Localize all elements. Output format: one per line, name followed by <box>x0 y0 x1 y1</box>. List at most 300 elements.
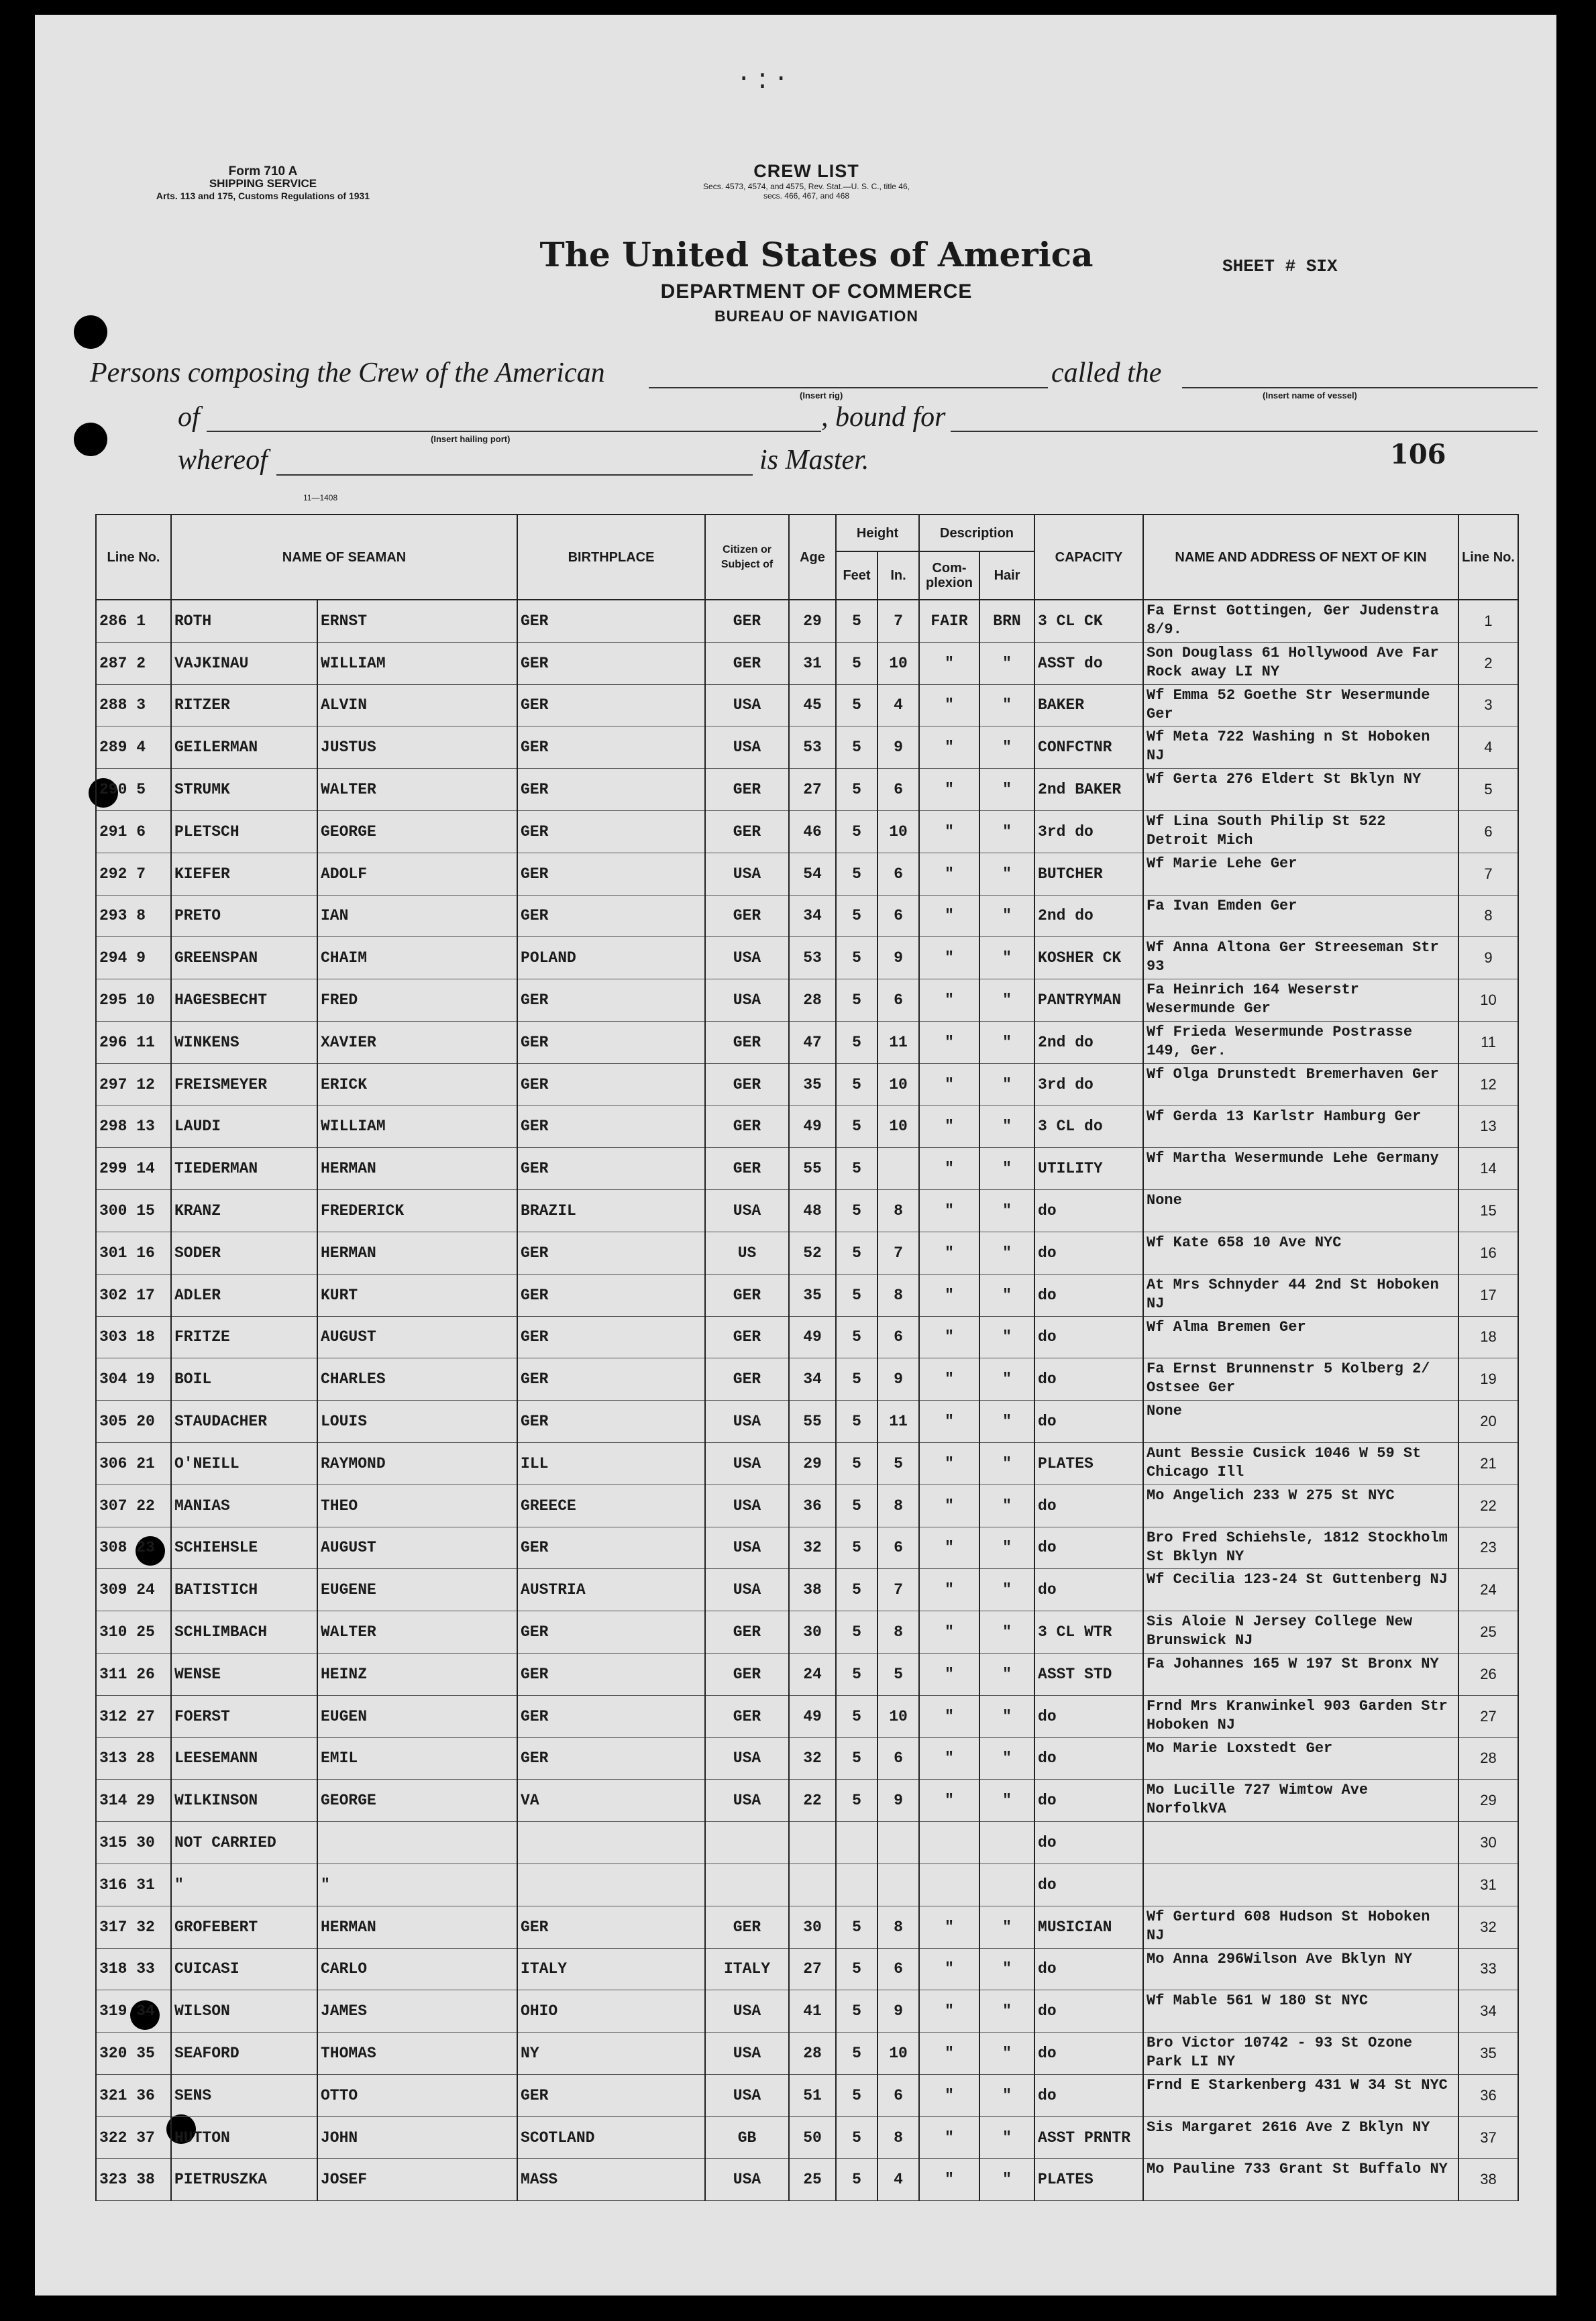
capacity: BAKER <box>1034 684 1143 726</box>
given-name: RAYMOND <box>317 1442 517 1485</box>
height-inches: 9 <box>877 937 919 979</box>
surname: O'NEILL <box>171 1442 317 1485</box>
age: 25 <box>789 2159 836 2201</box>
table-row <box>96 1148 1518 1190</box>
citizenship: USA <box>705 1527 789 1569</box>
height-inches: 9 <box>877 726 919 769</box>
surname: CUICASI <box>171 1948 317 1990</box>
next-of-kin: None <box>1143 1190 1458 1232</box>
surname: LAUDI <box>171 1105 317 1148</box>
surname: BATISTICH <box>171 1569 317 1611</box>
line-number-right: 35 <box>1458 2033 1518 2075</box>
col-age: Age <box>789 515 836 600</box>
citizenship: GER <box>705 810 789 853</box>
line-number-right: 11 <box>1458 1021 1518 1063</box>
next-of-kin: Fa Ernst Gottingen, Ger Judenstra 8/9. <box>1143 600 1458 642</box>
binder-hole <box>74 423 107 456</box>
line-number-right: 38 <box>1458 2159 1518 2201</box>
complexion: " <box>919 2159 979 2201</box>
hair: " <box>979 1990 1034 2033</box>
birthplace: GER <box>517 1695 705 1737</box>
next-of-kin: Mo Lucille 727 Wimtow Ave NorfolkVA <box>1143 1780 1458 1822</box>
citizenship: GER <box>705 1653 789 1695</box>
next-of-kin: Sis Aloie N Jersey College New Brunswick NJ <box>1143 1611 1458 1654</box>
next-of-kin: Frnd E Starkenberg 431 W 34 St NYC <box>1143 2074 1458 2116</box>
height-feet: 5 <box>836 1569 877 1611</box>
line-number-right: 1 <box>1458 600 1518 642</box>
surname: KRANZ <box>171 1190 317 1232</box>
table-row <box>96 2074 1518 2116</box>
height-inches: 10 <box>877 1695 919 1737</box>
capacity: 2nd BAKER <box>1034 769 1143 811</box>
capacity: do <box>1034 1401 1143 1443</box>
surname: LEESEMANN <box>171 1737 317 1780</box>
height-inches: 9 <box>877 1780 919 1822</box>
hair: " <box>979 1232 1034 1274</box>
hair: " <box>979 1442 1034 1485</box>
surname: SEAFORD <box>171 2033 317 2075</box>
citizenship: USA <box>705 2074 789 2116</box>
line-number-right: 7 <box>1458 853 1518 895</box>
age: 31 <box>789 642 836 684</box>
given-name: AUGUST <box>317 1527 517 1569</box>
height-feet: 5 <box>836 1442 877 1485</box>
citizenship: GER <box>705 600 789 642</box>
table-row <box>96 1948 1518 1990</box>
capacity: do <box>1034 1190 1143 1232</box>
table-row <box>96 2159 1518 2201</box>
height-feet: 5 <box>836 1105 877 1148</box>
table-row <box>96 895 1518 937</box>
given-name: AUGUST <box>317 1316 517 1358</box>
complexion: " <box>919 642 979 684</box>
given-name: JAMES <box>317 1990 517 2033</box>
given-name: KURT <box>317 1274 517 1316</box>
line-number: 290 5 <box>96 769 171 811</box>
capacity: do <box>1034 1822 1143 1864</box>
given-name: JUSTUS <box>317 726 517 769</box>
height-inches: 6 <box>877 2074 919 2116</box>
line-number: 296 11 <box>96 1021 171 1063</box>
given-name: HERMAN <box>317 1906 517 1948</box>
height-feet: 5 <box>836 2159 877 2201</box>
capacity: MUSICIAN <box>1034 1906 1143 1948</box>
birthplace: GER <box>517 1611 705 1654</box>
birthplace: GER <box>517 642 705 684</box>
line-number: 288 3 <box>96 684 171 726</box>
hair: " <box>979 1653 1034 1695</box>
surname: NOT CARRIED <box>171 1822 317 1864</box>
given-name: WILLIAM <box>317 1105 517 1148</box>
line-number-right: 25 <box>1458 1611 1518 1654</box>
line-number: 311 26 <box>96 1653 171 1695</box>
capacity: do <box>1034 1569 1143 1611</box>
hair: " <box>979 1105 1034 1148</box>
line-number-right: 2 <box>1458 642 1518 684</box>
next-of-kin <box>1143 1864 1458 1906</box>
birthplace: GER <box>517 810 705 853</box>
birthplace: GER <box>517 1906 705 1948</box>
crew-list-sheet <box>35 15 1556 2296</box>
height-feet: 5 <box>836 2116 877 2159</box>
given-name: FREDERICK <box>317 1190 517 1232</box>
hair <box>979 1822 1034 1864</box>
complexion: " <box>919 1021 979 1063</box>
table-row <box>96 1990 1518 2033</box>
next-of-kin: Fa Heinrich 164 Weserstr Wesermunde Ger <box>1143 979 1458 1022</box>
line-number: 292 7 <box>96 853 171 895</box>
height-feet: 5 <box>836 726 877 769</box>
capacity: do <box>1034 1316 1143 1358</box>
age: 46 <box>789 810 836 853</box>
hair: " <box>979 979 1034 1022</box>
line-number: 299 14 <box>96 1148 171 1190</box>
citizenship: USA <box>705 1401 789 1443</box>
capacity: do <box>1034 1695 1143 1737</box>
hair: BRN <box>979 600 1034 642</box>
height-feet: 5 <box>836 1990 877 2033</box>
next-of-kin: At Mrs Schnyder 44 2nd St Hoboken NJ <box>1143 1274 1458 1316</box>
table-row <box>96 1695 1518 1737</box>
capacity: do <box>1034 1527 1143 1569</box>
complexion: " <box>919 1780 979 1822</box>
line-number: 323 38 <box>96 2159 171 2201</box>
height-feet <box>836 1864 877 1906</box>
next-of-kin: Wf Meta 722 Washing n St Hoboken NJ <box>1143 726 1458 769</box>
line-number: 300 15 <box>96 1190 171 1232</box>
line-number: 289 4 <box>96 726 171 769</box>
called-label: called the <box>1051 358 1162 388</box>
citizenship: USA <box>705 1737 789 1780</box>
line-number-right: 9 <box>1458 937 1518 979</box>
age: 45 <box>789 684 836 726</box>
age: 53 <box>789 726 836 769</box>
age: 32 <box>789 1737 836 1780</box>
capacity: do <box>1034 1737 1143 1780</box>
complexion: " <box>919 726 979 769</box>
hair: " <box>979 1527 1034 1569</box>
age: 48 <box>789 1190 836 1232</box>
surname: SCHLIMBACH <box>171 1611 317 1654</box>
citizenship: GER <box>705 1316 789 1358</box>
surname: HUTTON <box>171 2116 317 2159</box>
height-feet: 5 <box>836 1737 877 1780</box>
height-inches: 5 <box>877 1442 919 1485</box>
given-name: ERNST <box>317 600 517 642</box>
age: 30 <box>789 1611 836 1654</box>
citizenship: GER <box>705 1695 789 1737</box>
height-feet: 5 <box>836 2074 877 2116</box>
hair: " <box>979 2074 1034 2116</box>
height-feet: 5 <box>836 1358 877 1401</box>
line-number-right: 31 <box>1458 1864 1518 1906</box>
height-inches: 6 <box>877 853 919 895</box>
surname: KIEFER <box>171 853 317 895</box>
birthplace: GER <box>517 1232 705 1274</box>
line-number: 304 19 <box>96 1358 171 1401</box>
birthplace: ILL <box>517 1442 705 1485</box>
surname: RITZER <box>171 684 317 726</box>
height-inches: 8 <box>877 1611 919 1654</box>
height-inches: 7 <box>877 1569 919 1611</box>
hair: " <box>979 2033 1034 2075</box>
given-name: WALTER <box>317 769 517 811</box>
line-number: 319 34 <box>96 1990 171 2033</box>
height-feet: 5 <box>836 810 877 853</box>
line-number: 301 16 <box>96 1232 171 1274</box>
complexion: " <box>919 1401 979 1443</box>
citizenship: GER <box>705 1274 789 1316</box>
capacity: do <box>1034 1990 1143 2033</box>
line-number-right: 29 <box>1458 1780 1518 1822</box>
height-feet: 5 <box>836 1316 877 1358</box>
hair: " <box>979 1569 1034 1611</box>
line-number-right: 5 <box>1458 769 1518 811</box>
table-row <box>96 937 1518 979</box>
citizenship: USA <box>705 1780 789 1822</box>
line-number-right: 8 <box>1458 895 1518 937</box>
hair: " <box>979 1695 1034 1737</box>
capacity: do <box>1034 1485 1143 1527</box>
form-code: 11—1408 <box>303 493 338 502</box>
capacity: do <box>1034 1780 1143 1822</box>
next-of-kin: Sis Margaret 2616 Ave Z Bklyn NY <box>1143 2116 1458 2159</box>
birthplace: POLAND <box>517 937 705 979</box>
complexion: " <box>919 769 979 811</box>
line-number-right: 26 <box>1458 1653 1518 1695</box>
birthplace: NY <box>517 2033 705 2075</box>
age: 41 <box>789 1990 836 2033</box>
age: 55 <box>789 1148 836 1190</box>
next-of-kin: Wf Olga Drunstedt Bremerhaven Ger <box>1143 1063 1458 1105</box>
rig-line <box>649 387 1048 388</box>
given-name: EMIL <box>317 1737 517 1780</box>
given-name: HEINZ <box>317 1653 517 1695</box>
complexion: " <box>919 1948 979 1990</box>
age: 32 <box>789 1527 836 1569</box>
table-row <box>96 2116 1518 2159</box>
surname: FREISMEYER <box>171 1063 317 1105</box>
hair: " <box>979 1190 1034 1232</box>
line-number-right: 21 <box>1458 1442 1518 1485</box>
citizenship: GER <box>705 1021 789 1063</box>
line-number: 314 29 <box>96 1780 171 1822</box>
col-citizen: Citizen or Subject of <box>705 515 789 600</box>
table-row <box>96 1780 1518 1822</box>
complexion: " <box>919 2074 979 2116</box>
line-number: 305 20 <box>96 1401 171 1443</box>
age: 28 <box>789 2033 836 2075</box>
height-inches: 4 <box>877 684 919 726</box>
height-inches: 6 <box>877 895 919 937</box>
line-number: 294 9 <box>96 937 171 979</box>
citizenship: USA <box>705 937 789 979</box>
capacity: 3rd do <box>1034 1063 1143 1105</box>
age: 27 <box>789 1948 836 1990</box>
complexion: " <box>919 1906 979 1948</box>
height-inches: 7 <box>877 600 919 642</box>
country-heading: The United States of America <box>539 235 1094 274</box>
crew-list-title: CREW LIST Secs. 4573, 4574, and 4575, Rev. Stat.—U. S. C., title 46, secs. 466, 467, and 468 <box>703 161 910 201</box>
complexion: FAIR <box>919 600 979 642</box>
complexion: " <box>919 1358 979 1401</box>
table-row <box>96 1822 1518 1864</box>
height-feet <box>836 1822 877 1864</box>
line-number: 306 21 <box>96 1442 171 1485</box>
age: 34 <box>789 1358 836 1401</box>
next-of-kin: Son Douglass 61 Hollywood Ave Far Rock away LI NY <box>1143 642 1458 684</box>
line-number: 298 13 <box>96 1105 171 1148</box>
line-number: 293 8 <box>96 895 171 937</box>
hair: " <box>979 1021 1034 1063</box>
citizenship: US <box>705 1232 789 1274</box>
height-inches <box>877 1822 919 1864</box>
hair: " <box>979 937 1034 979</box>
line-number-right: 24 <box>1458 1569 1518 1611</box>
complexion: " <box>919 853 979 895</box>
citizenship: ITALY <box>705 1948 789 1990</box>
height-feet: 5 <box>836 1485 877 1527</box>
table-row <box>96 1190 1518 1232</box>
port-hint: (Insert hailing port) <box>431 434 511 444</box>
citizenship: USA <box>705 979 789 1022</box>
next-of-kin: Mo Angelich 233 W 275 St NYC <box>1143 1485 1458 1527</box>
whereof-label: whereof <box>178 445 268 476</box>
next-of-kin: Wf Frieda Wesermunde Postrasse 149, Ger. <box>1143 1021 1458 1063</box>
age: 34 <box>789 895 836 937</box>
line-number-right: 20 <box>1458 1401 1518 1443</box>
table-row <box>96 1274 1518 1316</box>
vessel-hint: (Insert name of vessel) <box>1263 390 1357 400</box>
age: 35 <box>789 1063 836 1105</box>
next-of-kin: Fa Ernst Brunnenstr 5 Kolberg 2/ Ostsee Ger <box>1143 1358 1458 1401</box>
table-row <box>96 726 1518 769</box>
height-feet: 5 <box>836 1148 877 1190</box>
capacity: do <box>1034 1864 1143 1906</box>
citizenship: GER <box>705 895 789 937</box>
next-of-kin: None <box>1143 1401 1458 1443</box>
height-inches: 7 <box>877 1232 919 1274</box>
capacity: KOSHER CK <box>1034 937 1143 979</box>
table-row <box>96 1316 1518 1358</box>
hair: " <box>979 1737 1034 1780</box>
line-number: 321 36 <box>96 2074 171 2116</box>
surname: WILKINSON <box>171 1780 317 1822</box>
age: 49 <box>789 1695 836 1737</box>
complexion: " <box>919 810 979 853</box>
rig-hint: (Insert rig) <box>800 390 843 400</box>
citizenship: USA <box>705 684 789 726</box>
citizenship <box>705 1864 789 1906</box>
height-inches: 9 <box>877 1358 919 1401</box>
complexion: " <box>919 1653 979 1695</box>
hair: " <box>979 810 1034 853</box>
line-number: 315 30 <box>96 1822 171 1864</box>
given-name: ERICK <box>317 1063 517 1105</box>
height-feet: 5 <box>836 600 877 642</box>
height-feet: 5 <box>836 1906 877 1948</box>
next-of-kin: Wf Cecilia 123-24 St Guttenberg NJ <box>1143 1569 1458 1611</box>
next-of-kin: Wf Marie Lehe Ger <box>1143 853 1458 895</box>
height-feet: 5 <box>836 1695 877 1737</box>
age: 36 <box>789 1485 836 1527</box>
table-row <box>96 600 1518 642</box>
height-inches: 11 <box>877 1401 919 1443</box>
birthplace: GER <box>517 1401 705 1443</box>
birthplace: GER <box>517 1063 705 1105</box>
line-number-right: 17 <box>1458 1274 1518 1316</box>
height-inches: 6 <box>877 1527 919 1569</box>
surname: BOIL <box>171 1358 317 1401</box>
table-row <box>96 1063 1518 1105</box>
height-inches: 6 <box>877 769 919 811</box>
capacity: ASST STD <box>1034 1653 1143 1695</box>
height-inches: 8 <box>877 2116 919 2159</box>
next-of-kin: Wf Mable 561 W 180 St NYC <box>1143 1990 1458 2033</box>
surname: HAGESBECHT <box>171 979 317 1022</box>
height-feet: 5 <box>836 642 877 684</box>
citizenship: USA <box>705 1442 789 1485</box>
table-row <box>96 1021 1518 1063</box>
hair: " <box>979 1948 1034 1990</box>
age: 22 <box>789 1780 836 1822</box>
hair: " <box>979 895 1034 937</box>
col-description: Description <box>919 515 1034 551</box>
col-height: Height <box>836 515 919 551</box>
citizenship: GER <box>705 1063 789 1105</box>
height-inches: 4 <box>877 2159 919 2201</box>
given-name: WILLIAM <box>317 642 517 684</box>
line-number: 312 27 <box>96 1695 171 1737</box>
age: 55 <box>789 1401 836 1443</box>
surname: FRITZE <box>171 1316 317 1358</box>
age: 54 <box>789 853 836 895</box>
height-feet: 5 <box>836 1190 877 1232</box>
table-row <box>96 1442 1518 1485</box>
given-name: IAN <box>317 895 517 937</box>
col-capacity: CAPACITY <box>1034 515 1143 600</box>
table-row <box>96 1401 1518 1443</box>
age: 27 <box>789 769 836 811</box>
capacity: do <box>1034 1358 1143 1401</box>
height-feet: 5 <box>836 895 877 937</box>
hair: " <box>979 769 1034 811</box>
surname: PIETRUSZKA <box>171 2159 317 2201</box>
next-of-kin: Wf Alma Bremen Ger <box>1143 1316 1458 1358</box>
given-name: EUGENE <box>317 1569 517 1611</box>
capacity: PLATES <box>1034 1442 1143 1485</box>
height-feet: 5 <box>836 1021 877 1063</box>
bound-label: , bound for <box>821 402 946 433</box>
given-name <box>317 1822 517 1864</box>
line-number: 309 24 <box>96 1569 171 1611</box>
line-number: 322 37 <box>96 2116 171 2159</box>
birthplace: GER <box>517 1274 705 1316</box>
line-number: 303 18 <box>96 1316 171 1358</box>
birthplace <box>517 1864 705 1906</box>
age: 24 <box>789 1653 836 1695</box>
age: 47 <box>789 1021 836 1063</box>
given-name: CHARLES <box>317 1358 517 1401</box>
table-row <box>96 1485 1518 1527</box>
hair: " <box>979 684 1034 726</box>
table-row <box>96 1232 1518 1274</box>
given-name: HERMAN <box>317 1232 517 1274</box>
surname: PLETSCH <box>171 810 317 853</box>
given-name: " <box>317 1864 517 1906</box>
table-row <box>96 684 1518 726</box>
height-feet: 5 <box>836 979 877 1022</box>
